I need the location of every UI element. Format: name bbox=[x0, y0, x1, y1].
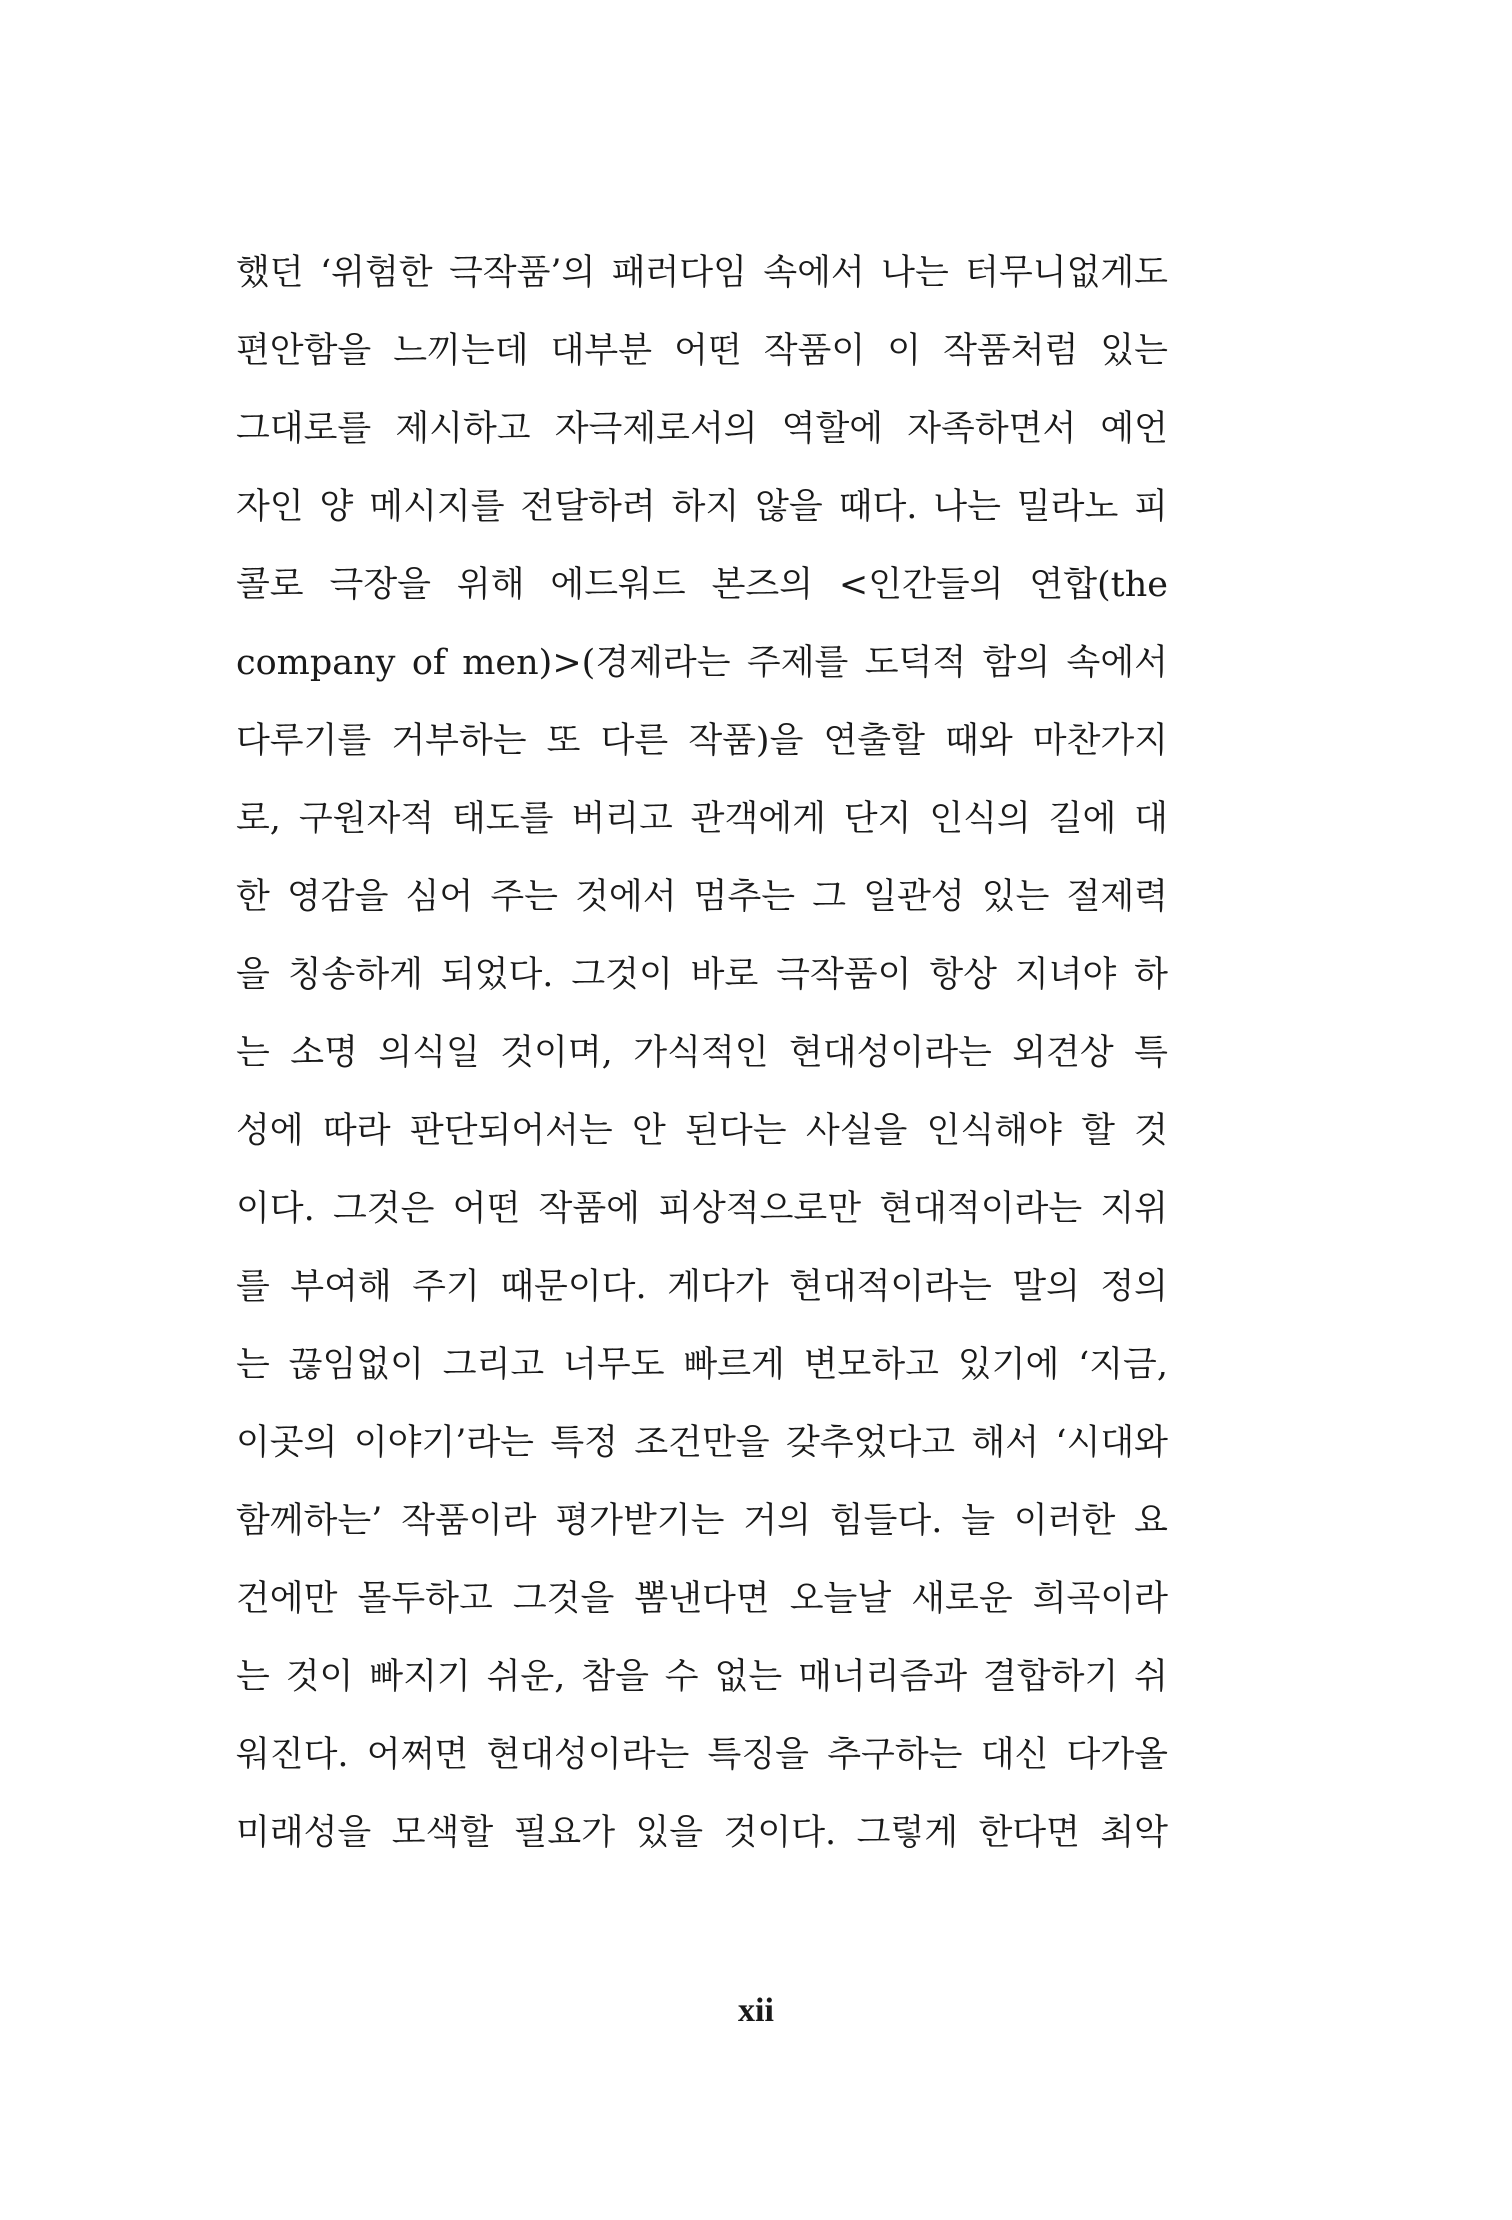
text-line: 했던 ‘위험한 극작품’의 패러다임 속에서 나는 터무니없게도 bbox=[236, 253, 1168, 293]
text-line: 을 칭송하게 되었다. 그것이 바로 극작품이 항상 지녀야 하 bbox=[236, 955, 1168, 995]
text-line: 는 끊임없이 그리고 너무도 빠르게 변모하고 있기에 ‘지금, bbox=[236, 1345, 1168, 1385]
text-line: 는 소명 의식일 것이며, 가식적인 현대성이라는 외견상 특 bbox=[236, 1033, 1168, 1073]
text-line: 건에만 몰두하고 그것을 뽐낸다면 오늘날 새로운 희곡이라 bbox=[236, 1579, 1168, 1619]
text-line: 함께하는’ 작품이라 평가받기는 거의 힘들다. 늘 이러한 요 bbox=[236, 1501, 1168, 1541]
text-line: 콜로 극장을 위해 에드워드 본즈의 <인간들의 연합(the bbox=[236, 565, 1168, 605]
text-line: 이곳의 이야기’라는 특정 조건만을 갖추었다고 해서 ‘시대와 bbox=[236, 1423, 1168, 1463]
text-line: 한 영감을 심어 주는 것에서 멈추는 그 일관성 있는 절제력 bbox=[236, 877, 1168, 917]
text-line: 다루기를 거부하는 또 다른 작품)을 연출할 때와 마찬가지 bbox=[236, 721, 1168, 761]
text-line: 는 것이 빠지기 쉬운, 참을 수 없는 매너리즘과 결합하기 쉬 bbox=[236, 1657, 1168, 1697]
page-number: xii bbox=[738, 1992, 774, 2029]
text-line: 미래성을 모색할 필요가 있을 것이다. 그렇게 한다면 최악 bbox=[236, 1813, 1168, 1853]
text-line: 성에 따라 판단되어서는 안 된다는 사실을 인식해야 할 것 bbox=[236, 1111, 1168, 1151]
text-line: 그대로를 제시하고 자극제로서의 역할에 자족하면서 예언 bbox=[236, 409, 1168, 449]
body-text bbox=[236, 234, 1168, 1872]
text-line: 로, 구원자적 태도를 버리고 관객에게 단지 인식의 길에 대 bbox=[236, 799, 1168, 839]
text-line: 이다. 그것은 어떤 작품에 피상적으로만 현대적이라는 지위 bbox=[236, 1189, 1168, 1229]
text-line: 를 부여해 주기 때문이다. 게다가 현대적이라는 말의 정의 bbox=[236, 1267, 1168, 1307]
text-line: 자인 양 메시지를 전달하려 하지 않을 때다. 나는 밀라노 피 bbox=[236, 487, 1168, 527]
text-line: 워진다. 어쩌면 현대성이라는 특징을 추구하는 대신 다가올 bbox=[236, 1735, 1168, 1775]
text-line: 편안함을 느끼는데 대부분 어떤 작품이 이 작품처럼 있는 bbox=[236, 331, 1168, 371]
text-line: company of men)>(경제라는 주제를 도덕적 함의 속에서 bbox=[236, 643, 1168, 683]
